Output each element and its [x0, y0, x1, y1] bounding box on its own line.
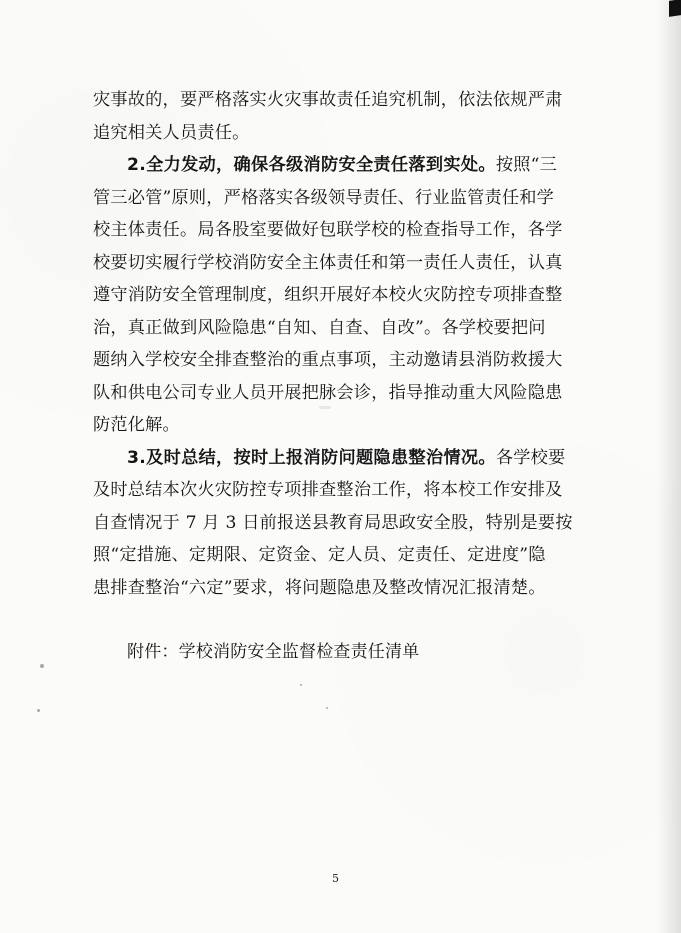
scan-speck [300, 684, 302, 686]
scan-corner-mark [669, 0, 681, 17]
section-3-line: 及时总结本次火灾防控专项排查整治工作，将本校工作安排及 [93, 480, 563, 500]
section-3-lead [93, 442, 589, 475]
section-2-line: 遵守消防安全管理制度，组织开展好本校火灾防控专项排查整 [93, 285, 563, 305]
section-3-heading: 3.及时总结，按时上报消防问题隐患整治情况。 [127, 447, 496, 468]
scan-speck [326, 707, 328, 709]
section-2-line: 校要切实履行学校消防安全主体责任和第一责任人责任，认真 [93, 252, 563, 273]
section-2-line: 治，真正做到风险隐患“自知、自查、自改”。各学校要把问 [93, 317, 546, 338]
scan-edge-shadow [657, 0, 681, 933]
paragraph-gap [93, 604, 589, 626]
section-2-line: 管三必管”原则，严格落实各级领导责任、行业监管责任和学 [93, 187, 555, 208]
section-2-lead-tail: 按照“三 [495, 155, 557, 175]
section-2-line: 题纳入学校安全排查整治的重点事项，主动邀请县消防救援大 [93, 350, 563, 370]
section-3-line: 自查情况于 7 月 3 日前报送县教育局思政安全股，特别是要按 [93, 512, 573, 533]
document-body [93, 84, 589, 669]
attachment-note: 附件：学校消防安全监督检查责任清单 [127, 642, 420, 662]
scan-speck [37, 709, 40, 712]
section-2-lead [93, 149, 589, 182]
page-number: 5 [332, 872, 339, 885]
section-2-heading: 2.全力发动，确保各级消防安全责任落到实处。 [127, 155, 496, 175]
section-2-line: 队和供电公司专业人员开展把脉会诊，指导推动重大风险隐患 [93, 382, 563, 403]
section-3-line: 患排查整治“六定”要求，将问题隐患及整改情况汇报清楚。 [93, 577, 546, 598]
body-line: 灾事故的，要严格落实火灾事故责任追究机制，依法依规严肃 [93, 90, 563, 110]
body-line: 追究相关人员责任。 [93, 122, 250, 143]
scan-speck [40, 664, 44, 668]
section-2-line: 校主体责任。局各股室要做好包联学校的检查指导工作，各学 [93, 220, 563, 240]
section-3-line: 照“定措施、定期限、定资金、定人员、定责任、定进度”隐 [93, 545, 546, 565]
section-3-lead-tail: 各学校要 [495, 447, 566, 468]
section-2-line: 防范化解。 [93, 415, 180, 435]
scan-speck [319, 406, 331, 409]
